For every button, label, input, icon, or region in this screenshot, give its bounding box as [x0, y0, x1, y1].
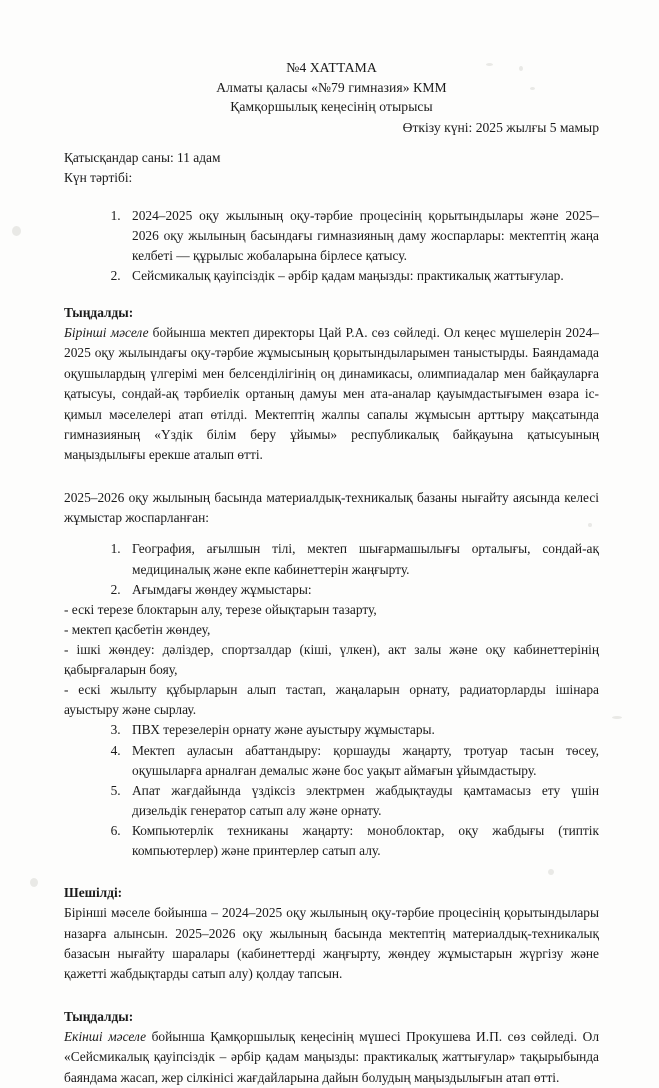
heard-second-body: бойынша Қамқоршылық кеңесінің мүшесі Прокушева И.П. сөз сөйледі. Ол «Сейсмикалық қауіпсіздік – әрбір қадам маңызды: практикалық жаттығулар» тақырыбында баяндама жасап, жер сілкінісі жағдайларына дайын болудың маңыздылығын атап өтті.	[64, 1028, 599, 1085]
organization-name: Алматы қаласы «№79 гимназия» КММ	[216, 80, 447, 95]
heard-first-emphasis: Бірінші мәселе	[64, 325, 149, 341]
body-name: Қамқоршылық кеңесінің отырысы	[230, 99, 433, 115]
agenda-list	[64, 206, 599, 286]
repair-subitem: - ескі жылыту құбырларын алып тастап, жаңаларын орнату, радиаторларды ішінара ауыстыру және сырлау.	[64, 682, 599, 718]
planned-work-item: 2. Ағымдағы жөндеу жұмыстары:	[124, 580, 599, 600]
document-body	[64, 58, 599, 1088]
agenda-item: 2. Сейсмикалық қауіпсіздік – әрбір қадам маңызды: практикалық жаттығулар.	[124, 266, 599, 286]
planned-work-item: 3. ПВХ терезелерін орнату және ауыстыру жұмыстары.	[124, 720, 599, 740]
planned-work-item: 4. Мектеп ауласын абаттандыру: қоршауды жаңарту, тротуар тасын төсеу, оқушыларға арналған демалыс және бос уақыт аймағын ұйымдастыру.	[124, 741, 599, 781]
heard-label-second: Тыңдалды:	[64, 1008, 134, 1024]
heard-label-first: Тыңдалды:	[64, 304, 134, 320]
meeting-date: Өткізу күні: 2025 жылғы 5 мамыр	[402, 119, 599, 135]
repair-subitem: - ескі терезе блоктарын алу, терезе ойықтарын тазарту,	[64, 601, 377, 617]
planned-works-list-part1	[64, 539, 599, 599]
repair-subitem: - мектеп қасбетін жөндеу,	[64, 621, 211, 637]
decided-paragraph: Бірінші мәселе бойынша – 2024–2025 оқу жылының оқу-тәрбие процесінің қорытындылары назарға алынсын. 2025–2026 оқу жылының басында мектептің материалдық-техникалық базасын нығайту шаралары (кабинеттерді жаңғырту, жөндеу жұмыстарын жүргізу және қажетті жабдықтарды сатып алу) қолдау тапсын.	[64, 905, 599, 982]
protocol-title: №4 ХАТТАМА	[286, 60, 377, 75]
heard-paragraph-first	[64, 323, 599, 466]
planned-work-item: 1. География, ағылшын тілі, мектеп шығармашылығы орталығы, сондай-ақ медициналық және екпе кабинеттерін жаңғырту.	[124, 539, 599, 579]
heard-paragraph-second	[64, 1027, 599, 1088]
scan-speck	[12, 226, 21, 236]
repair-subitem: - ішкі жөндеу: дәліздер, спортзалдар (кіші, үлкен), акт залы және оқу кабинеттерінің қабырғаларын бояу,	[64, 641, 599, 678]
scan-speck	[612, 716, 622, 719]
heard-second-emphasis: Екінші мәселе	[64, 1028, 147, 1044]
agenda-label: Күн тәртібі:	[64, 170, 133, 186]
scan-speck	[30, 878, 38, 887]
plan-intro-paragraph: 2025–2026 оқу жылының басында материалдық-техникалық базаны нығайту аясында келесі жұмыстар жоспарланған:	[64, 489, 599, 526]
agenda-item: 1. 2024–2025 оқу жылының оқу-тәрбие процесінің қорытындылары және 2025–2026 оқу жылының басындағы гимназияның даму жоспарлары: мектептің жаңа келбеті — құрылыс жобаларына бірлесе қатысу.	[124, 206, 599, 266]
planned-works-list-part2	[64, 720, 599, 861]
planned-work-item: 6. Компьютерлік техниканы жаңарту: моноблоктар, оқу жабдығы (типтік компьютерлер) және принтерлер сатып алу.	[124, 821, 599, 861]
attendees-count: Қатысқандар саны: 11 адам	[64, 150, 221, 166]
decided-label: Шешілді:	[64, 885, 123, 901]
planned-work-item: 5. Апат жағдайында үздіксіз электрмен жабдықтауды қамтамасыз ету үшін дизельдік генератор сатып алу және орнату.	[124, 781, 599, 821]
heard-first-body: бойынша мектеп директоры Цай Р.А. сөз сөйледі. Ол кеңес мүшелерін 2024–2025 оқу жылындағы оқу-тәрбие жұмысының қорытындыларымен таныстырды. Баяндамада оқушылардың үлгерімі мен белсенділігінің оң динамикасы, олимпиадалар мен байқауларға қатысуы, сондай-ақ тәрбиелік ортаның дамуы мен ата-аналар қауымдастығымен өзара іс-қимыл мәселелері атап өтілді. Мектептің жалпы сапалы жұмысын арттыру мақсатында гимназияның «Үздік білім беру ұйымы» республикалық байқауына қатысуының маңыздылығы ерекше аталып өтті.	[64, 325, 600, 463]
